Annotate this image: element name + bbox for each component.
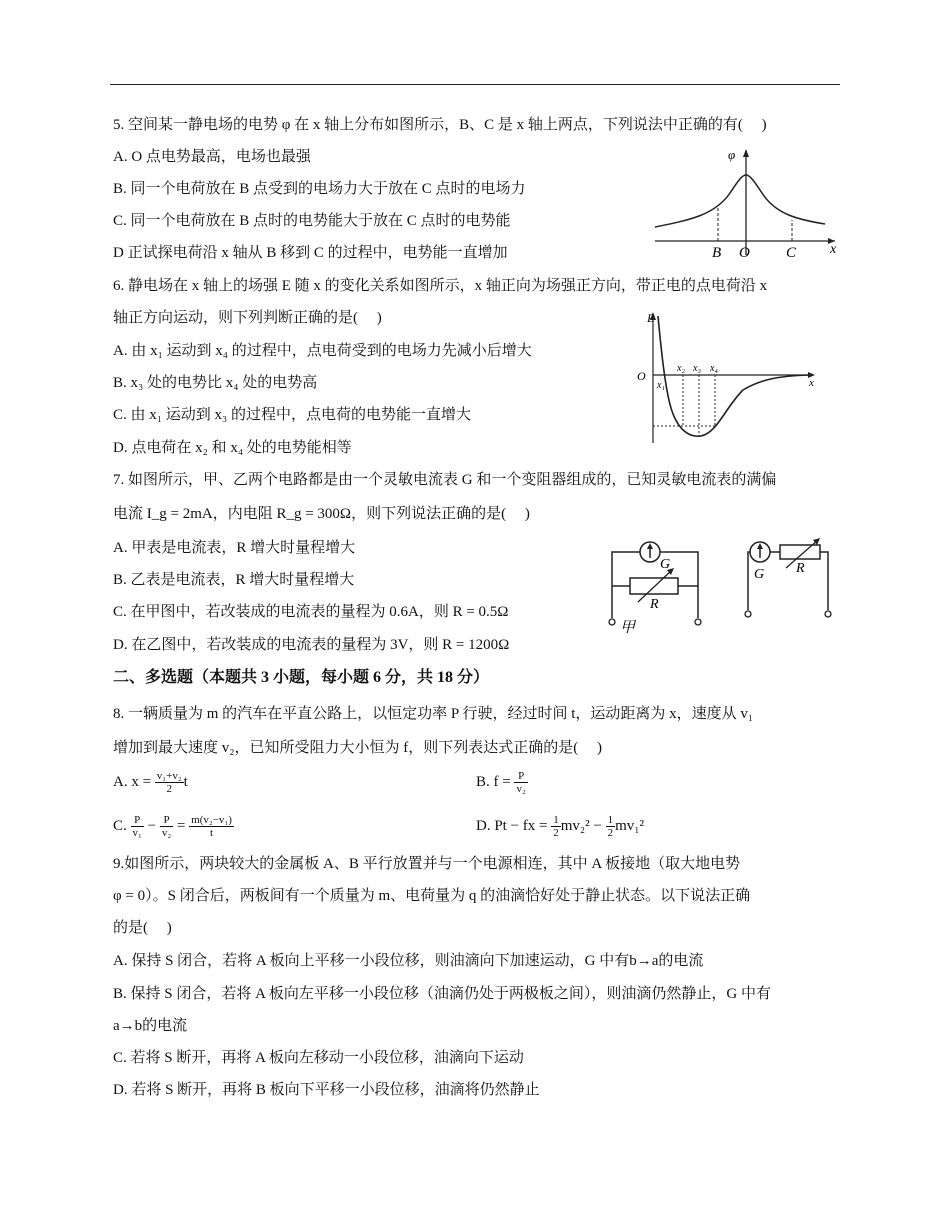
- q8-c-den-2: v₂: [161, 827, 172, 839]
- q8-c-minus: −: [147, 817, 157, 834]
- q6-fig-x3-label: x₃: [693, 363, 701, 374]
- q6-fig-x4-label: x₄: [710, 363, 718, 374]
- header-rule: [110, 84, 840, 85]
- q6-stem-2: 轴正方向运动，则下列判断正确的是( ): [113, 310, 382, 326]
- q5-fig-o-label: O: [739, 245, 750, 261]
- q8-a-numerator: v₁+v₂: [156, 770, 182, 782]
- q8-d-den-2: 2: [607, 827, 614, 839]
- q6-fig-x1-label: x₁: [657, 380, 665, 391]
- q8-c-num-2: P: [160, 814, 173, 827]
- q9-option-b-2: a→b的电流: [113, 1018, 188, 1034]
- q8-b-denominator: v₂: [516, 783, 526, 795]
- q8-b-prefix: B. f =: [476, 773, 511, 790]
- q5-fig-b-label: B: [712, 245, 722, 261]
- q7-jia-caption: 甲: [620, 620, 636, 636]
- q5-fig-phi-label: φ: [728, 147, 736, 162]
- q6-field-figure: [633, 308, 818, 448]
- q6-fig-o-label: O: [637, 369, 646, 383]
- q6-option-d: D. 点电荷在 x₂ 和 x₄ 处的电势能相等: [113, 440, 352, 456]
- q6-option-b: B. x₃ 处的电势比 x₄ 处的电势高: [113, 375, 318, 391]
- q8-d-minus: −: [593, 817, 602, 834]
- q8-stem-1: 8. 一辆质量为 m 的汽车在平直公路上，以恒定功率 P 行驶，经过时间 t，运动距离为 x，速度从 v₁: [113, 706, 754, 722]
- q7-option-d: D. 在乙图中，若改装成的电流表的量程为 3V，则 R = 1200Ω: [113, 637, 510, 653]
- q5-stem: 5. 空间某一静电场的电势 φ 在 x 轴上分布如图所示，B、C 是 x 轴上两点，下列说法中正确的有( ): [113, 117, 767, 133]
- q7-circuit-yi: [740, 540, 840, 630]
- q5-fig-x-label: x: [830, 242, 837, 257]
- q5-option-b: B. 同一个电荷放在 B 点受到的电场力大于放在 C 点时的电场力: [113, 181, 526, 197]
- q7-yi-g-label: G: [754, 567, 765, 582]
- q8-d-fraction-1: [551, 814, 561, 839]
- q6-fig-x2-label: x₂: [677, 363, 685, 374]
- q5-potential-figure: [650, 145, 840, 265]
- q8-b-numerator: P: [514, 770, 527, 783]
- q5-fig-c-label: C: [786, 245, 797, 261]
- q6-fig-e-label: E: [647, 311, 655, 325]
- q7-stem-2: 电流 I_g = 2mA，内电阻 R_g = 300Ω，则下列说法正确的是( ): [113, 506, 530, 522]
- q7-jia-r-label: R: [650, 597, 659, 612]
- q9-option-d: D. 若将 S 断开，再将 B 板向下平移一小段位移，油滴将仍然静止: [113, 1082, 540, 1098]
- q8-d-term-2: mv₁²: [615, 817, 645, 834]
- q8-c-num-1: P: [131, 814, 144, 827]
- q8-d-num-1: 1: [553, 814, 559, 826]
- q8-stem-2: 增加到最大速度 v₂，已知所受阻力大小恒为 f，则下列表达式正确的是( ): [113, 740, 602, 756]
- q8-option-a: [113, 770, 188, 795]
- q8-option-c: [113, 814, 234, 839]
- q5-option-d: D 正试探电荷沿 x 轴从 B 移到 C 的过程中，电势能一直增加: [113, 245, 508, 261]
- q6-option-a: A. 由 x₁ 运动到 x₄ 的过程中，点电荷受到的电场力先减小后增大: [113, 343, 532, 359]
- q8-a-suffix: t: [183, 773, 188, 790]
- q9-option-b-1: B. 保持 S 闭合，若将 A 板向左平移一小段位移（油滴仍处于两极板之间），则油滴仍然静止，G 中有: [113, 986, 771, 1002]
- q8-c-fraction-2: [160, 814, 173, 839]
- q8-c-den-1: v₁: [132, 827, 142, 839]
- q8-c-equals: =: [176, 817, 186, 834]
- q7-option-a: A. 甲表是电流表，R 增大时量程增大: [113, 540, 356, 556]
- q8-d-prefix: D. Pt − fx =: [476, 817, 548, 834]
- q7-option-b: B. 乙表是电流表，R 增大时量程增大: [113, 572, 355, 588]
- q7-stem-1: 7. 如图所示，甲、乙两个电路都是由一个灵敏电流表 G 和一个变阻器组成的，已知灵敏电流表的满偏: [113, 472, 777, 488]
- q9-option-c: C. 若将 S 断开，再将 A 板向左移动一小段位移，油滴向下运动: [113, 1050, 524, 1066]
- q8-c-fraction-1: [131, 814, 144, 839]
- q7-option-c: C. 在甲图中，若改装成的电流表的量程为 0.6A，则 R = 0.5Ω: [113, 604, 509, 620]
- q8-option-d: [476, 814, 644, 839]
- q6-fig-x-label: x: [809, 377, 814, 389]
- q8-d-term-1: mv₂²: [560, 817, 590, 834]
- q5-option-c: C. 同一个电荷放在 B 点时的电势能大于放在 C 点时的电势能: [113, 213, 511, 229]
- q8-a-denominator: 2: [166, 783, 172, 795]
- q8-c-den-3: t: [209, 827, 214, 839]
- q9-stem-1: 9.如图所示，两块较大的金属板 A、B 平行放置并与一个电源相连，其中 A 板接地（取大地电势: [113, 856, 741, 872]
- q8-b-fraction: [514, 770, 527, 795]
- q6-option-c: C. 由 x₁ 运动到 x₃ 的过程中，点电荷的电势能一直增大: [113, 407, 471, 423]
- q9-stem-2: φ = 0）。S 闭合后，两板间有一个质量为 m、电荷量为 q 的油滴恰好处于静止状态。以下说法正确: [113, 888, 751, 904]
- q8-c-fraction-3: [189, 814, 234, 839]
- q8-a-prefix: A. x =: [113, 773, 152, 790]
- q9-option-a: A. 保持 S 闭合，若将 A 板向上平移一小段位移，则油滴向下加速运动，G 中有b→a的电流: [113, 953, 704, 969]
- q8-c-prefix: C.: [113, 817, 127, 834]
- q6-stem-1: 6. 静电场在 x 轴上的场强 E 随 x 的变化关系如图所示，x 轴正向为场强正方向，带正电的点电荷沿 x: [113, 278, 768, 294]
- q9-stem-3: 的是( ): [113, 920, 172, 936]
- q7-jia-g-label: G: [660, 557, 671, 572]
- q8-d-den-1: 2: [553, 827, 559, 839]
- q7-yi-r-label: R: [796, 561, 805, 576]
- section-2-title: 二、多选题（本题共 3 小题，每小题 6 分，共 18 分）: [113, 669, 490, 686]
- q7-circuit-jia: [600, 540, 710, 640]
- q8-a-fraction: [155, 770, 184, 795]
- q8-c-num-3: m(v₂−v₁): [191, 814, 232, 826]
- q8-d-num-2: 1: [607, 814, 614, 826]
- q8-d-fraction-2: [606, 814, 616, 839]
- q5-option-a: A. O 点电势最高，电场也最强: [113, 149, 311, 165]
- q8-option-b: [476, 770, 528, 795]
